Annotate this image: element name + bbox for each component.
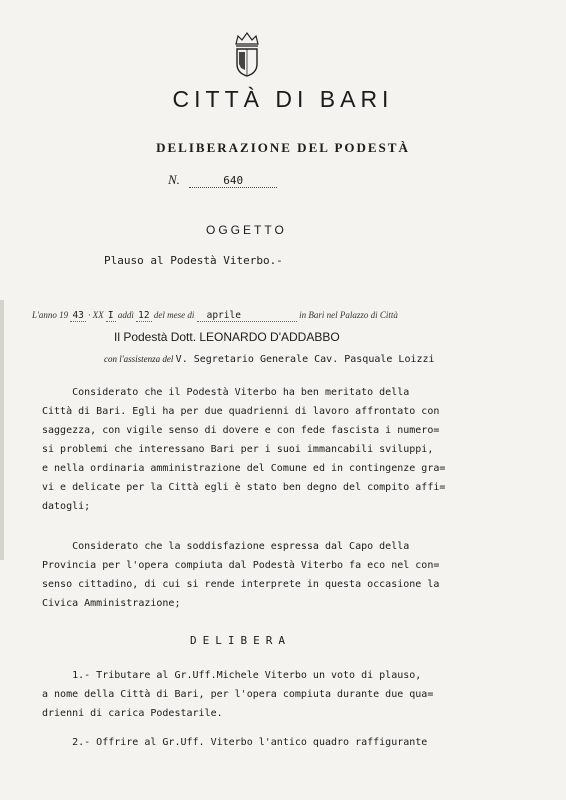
city-title: CITTÀ DI BARI — [172, 86, 394, 112]
date-prefix: L'anno 19 — [32, 310, 69, 320]
number-value: 640 — [189, 174, 277, 188]
date-month: aprile — [197, 310, 297, 322]
scan-edge-shadow — [0, 300, 4, 560]
podesta-line: Il Podestà Dott. LEONARDO D'ADDABBO — [114, 330, 340, 344]
paragraph-considerato-2: Considerato che la soddisfazione espressa dal Capo della Provincia per l'opera compiuta dal Podestà Viterbo fa eco nel con= senso cittadino, di cui si rende interprete in questa occasione la Civica Amministrazione; — [42, 541, 440, 609]
date-day-prefix: addì — [117, 310, 134, 320]
deliberation-title: DELIBERAZIONE DEL PODESTÀ — [156, 140, 410, 155]
subject-label: OGGETTO — [206, 223, 287, 237]
city-crest-icon — [232, 30, 262, 78]
date-era-prefix: · XX — [88, 310, 104, 320]
date-day: 12 — [138, 310, 150, 321]
date-month-prefix: del mese di — [153, 310, 195, 320]
date-era: I — [107, 310, 114, 321]
paragraph-considerato-1: Considerato che il Podestà Viterbo ha ben meritato della Città di Bari. Egli ha per due quadrienni di lavoro affrontato con saggezza, con vigile senso di dovere e con fede fascista i numero= si problemi che interessano Bari per i suoi immancabili sviluppi, e nella ordinaria amministrazione del Comune ed in contingenze gra= vi e delicate per la Città egli è stato ben degno del compito affi= datogli; — [42, 387, 446, 512]
assistance-text: V. Segretario Generale Cav. Pasquale Loizzi — [175, 354, 435, 365]
assistance-line — [104, 354, 435, 365]
date-year: 43 — [72, 310, 84, 321]
number-label: N. — [168, 172, 180, 187]
paragraph-item-1: 1.- Tributare al Gr.Uff.Michele Viterbo un voto di plauso, a nome della Città di Bari, per l'opera compiuta durante due qua= drienni di carica Podestarile. — [42, 670, 434, 719]
subject-text: Plauso al Podestà Viterbo.- — [104, 254, 283, 267]
date-line — [32, 310, 502, 321]
delibera-heading: DELIBERA — [190, 634, 291, 647]
assistance-prefix: con l'assistenza del — [104, 354, 174, 364]
date-suffix: in Bari nel Palazzo di Città — [299, 310, 398, 320]
deliberation-number-row — [168, 172, 277, 188]
paragraph-item-2: 2.- Offrire al Gr.Uff. Viterbo l'antico quadro raffigurante — [42, 737, 428, 748]
